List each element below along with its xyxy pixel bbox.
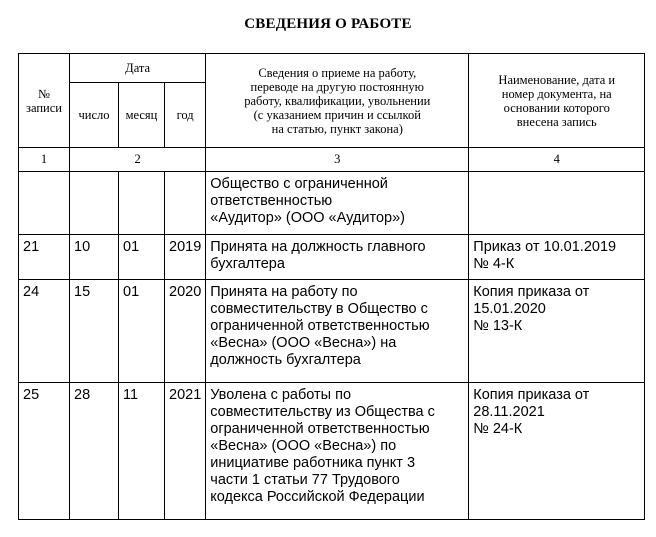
table-row: [19, 280, 645, 383]
record-month: 01: [119, 280, 165, 383]
table-row: [19, 172, 645, 235]
column-number-1: 1: [19, 148, 70, 172]
header-basis: Наименование, дата и номер документа, на основании которого внесена запись: [469, 54, 645, 148]
record-day: [70, 172, 119, 235]
record-info: Принята на должность главного бухгалтера: [206, 235, 469, 280]
record-year: 2021: [165, 383, 206, 520]
column-number-2: 2: [70, 148, 206, 172]
column-number-3: 3: [206, 148, 469, 172]
table-row: [19, 235, 645, 280]
record-basis: Копия приказа от 28.11.2021 № 24-К: [469, 383, 645, 520]
record-info: Общество с ограниченной ответственностью «Аудитор» (ООО «Аудитор»): [206, 172, 469, 235]
work-record-table: [18, 53, 645, 520]
record-no: 21: [19, 235, 70, 280]
record-no: 25: [19, 383, 70, 520]
document-title: СВЕДЕНИЯ О РАБОТЕ: [244, 16, 412, 32]
record-year: 2019: [165, 235, 206, 280]
header-year: год: [165, 83, 206, 148]
header-info: Сведения о приеме на работу, переводе на другую постоянную работу, квалификации, увольнении (с указанием причин и ссылкой на статью, пункт закона): [206, 54, 469, 148]
record-no: 24: [19, 280, 70, 383]
table-row: [19, 383, 645, 520]
record-basis: Приказ от 10.01.2019 № 4-К: [469, 235, 645, 280]
header-record-no: № записи: [19, 54, 70, 148]
record-month: 01: [119, 235, 165, 280]
record-month: 11: [119, 383, 165, 520]
record-basis: Копия приказа от 15.01.2020 № 13-К: [469, 280, 645, 383]
record-no: [19, 172, 70, 235]
header-month: месяц: [119, 83, 165, 148]
header-date: Дата: [70, 54, 206, 83]
column-number-4: 4: [469, 148, 645, 172]
record-day: 15: [70, 280, 119, 383]
record-day: 10: [70, 235, 119, 280]
record-day: 28: [70, 383, 119, 520]
record-month: [119, 172, 165, 235]
header-day: число: [70, 83, 119, 148]
record-year: [165, 172, 206, 235]
record-year: 2020: [165, 280, 206, 383]
record-info: Принята на работу по совместительству в Общество с ограниченной ответственностью «Весна» (ООО «Весна») на должность бухгалтера: [206, 280, 469, 383]
record-basis: [469, 172, 645, 235]
record-info: Уволена с работы по совместительству из Общества с ограниченной ответственностью «Весна» (ООО «Весна») по инициативе работника пункт 3 части 1 статьи 77 Трудового кодекса Российской Федерации: [206, 383, 469, 520]
